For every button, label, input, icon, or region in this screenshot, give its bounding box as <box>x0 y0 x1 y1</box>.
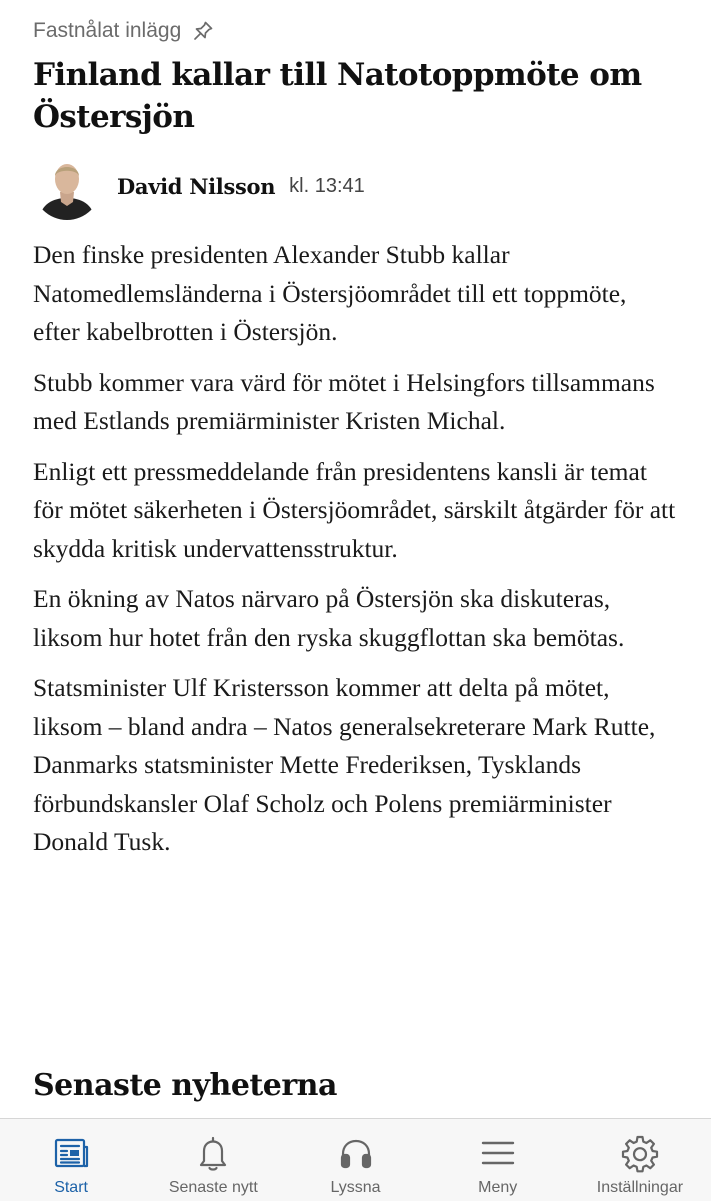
bottom-tab-bar <box>0 1118 711 1201</box>
post-body <box>33 236 678 874</box>
tab-label: Start <box>54 1179 88 1196</box>
headphones-icon <box>336 1133 376 1173</box>
post-time: kl. 13:41 <box>289 174 365 197</box>
paragraph: Statsminister Ulf Kristersson kommer att delta på mötet, liksom – bland andra – Natos generalsekreterare Mark Rutte, Danmarks statsminister Mette Frederiksen, Tysklands förbundskansler Olaf Scholz och Polens premiärminister Donald Tusk. <box>33 673 656 856</box>
tab-label: Meny <box>478 1179 518 1196</box>
hamburger-menu-icon <box>478 1133 518 1173</box>
tab-label: Inställningar <box>596 1179 684 1196</box>
gear-icon <box>620 1133 660 1173</box>
paragraph: Enligt ett pressmeddelande från presidentens kansli är temat för mötet säkerheten i Östersjöområdet, särskilt åtgärder för att skydda kritisk undervattensstruktur. <box>33 456 676 563</box>
pinned-post-label <box>33 16 215 46</box>
post-headline: Finland kallar till Natotoppmöte om Östersjön <box>33 57 642 135</box>
bell-icon <box>193 1133 233 1173</box>
pin-icon <box>191 19 215 43</box>
pinned-label-text: Fastnålat inlägg <box>33 19 182 42</box>
paragraph: Stubb kommer vara värd för mötet i Helsingfors tillsammans med Estlands premiärminister Kristen Michal. <box>33 367 655 435</box>
author-name[interactable]: David Nilsson <box>117 173 276 199</box>
tab-label: Lyssna <box>330 1179 381 1196</box>
byline <box>33 150 365 222</box>
tab-lyssna[interactable] <box>284 1119 426 1201</box>
latest-news-heading: Senaste nyheterna <box>33 1068 337 1103</box>
tab-installningar[interactable] <box>569 1119 711 1201</box>
paragraph: En ökning av Natos närvaro på Östersjön ska diskuteras, liksom hur hotet från den ryska skuggflottan ska bemötas. <box>33 584 625 652</box>
tab-start[interactable] <box>0 1119 142 1201</box>
tab-label: Senaste nytt <box>168 1179 258 1196</box>
author-avatar <box>33 152 101 220</box>
paragraph: Den finske presidenten Alexander Stubb kallar Natomedlemsländerna i Östersjöområdet till ett toppmöte, efter kabelbrotten i Östersjön. <box>33 240 627 346</box>
tab-senaste-nytt[interactable] <box>142 1119 284 1201</box>
tab-meny[interactable] <box>427 1119 569 1201</box>
newspaper-icon <box>51 1133 91 1173</box>
